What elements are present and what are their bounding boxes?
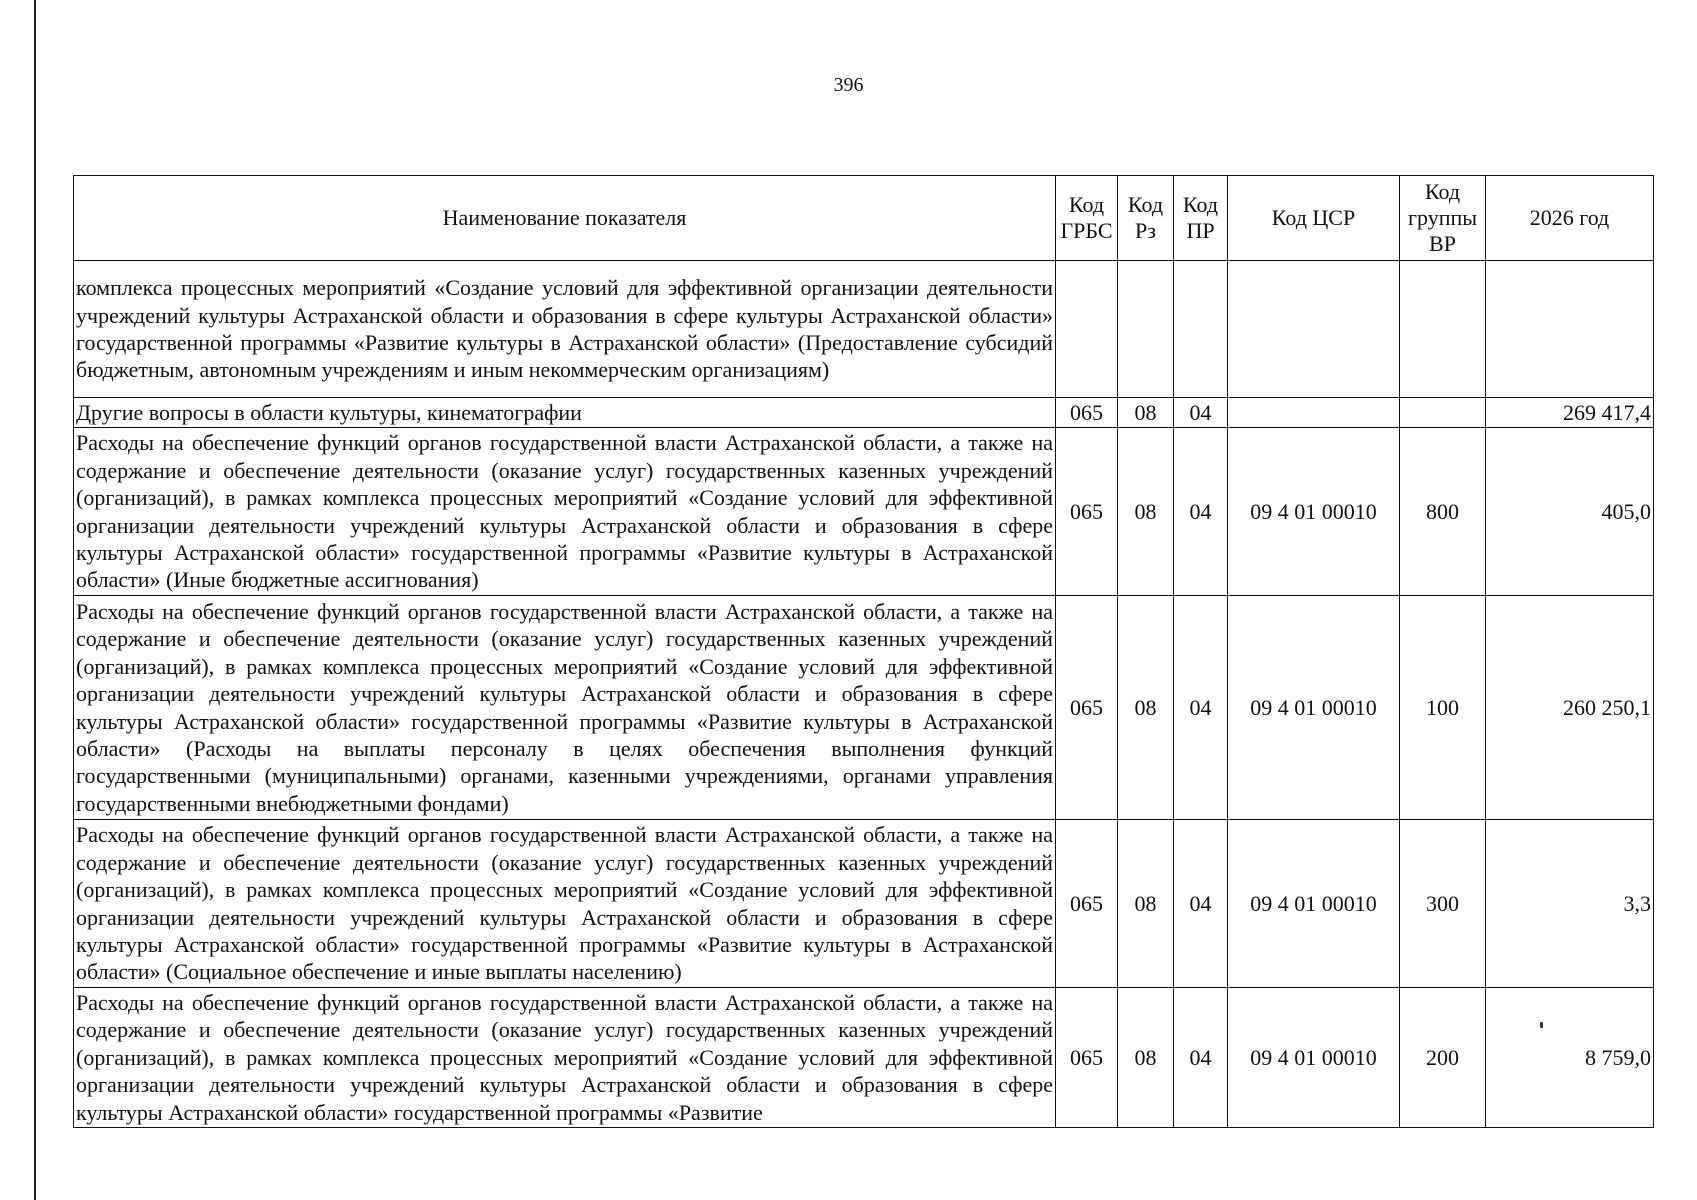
budget-table bbox=[73, 175, 1654, 1128]
row-amount: 8 759,0 bbox=[1486, 988, 1654, 1128]
row-vr bbox=[1400, 398, 1486, 428]
row-vr bbox=[1400, 261, 1486, 398]
row-grbs: 065 bbox=[1056, 398, 1118, 428]
row-name: комплекса процессных мероприятий «Создание условий для эффективной организации деятельности учреждений культуры Астраханской области и образования в сфере культуры Астраханской области» государственной программы «Развитие культуры в Астраханской области» (Предоставление субсидий бюджетным, автономным учреждениям и иным некоммерческим организациям) bbox=[74, 261, 1056, 398]
header-name: Наименование показателя bbox=[74, 176, 1056, 261]
row-csr: 09 4 01 00010 bbox=[1228, 820, 1400, 988]
binding-margin-line bbox=[34, 0, 36, 1200]
row-pr: 04 bbox=[1174, 398, 1228, 428]
header-row bbox=[74, 176, 1654, 261]
header-csr: Код ЦСР bbox=[1228, 176, 1400, 261]
scan-speck bbox=[1540, 1022, 1543, 1028]
table-row bbox=[74, 596, 1654, 820]
table-row bbox=[74, 398, 1654, 428]
table-row bbox=[74, 261, 1654, 398]
row-name: Расходы на обеспечение функций органов государственной власти Астраханской области, а также на содержание и обеспечение деятельности (оказание услуг) государственных казенных учреждений (организаций), в рамках комплекса процессных мероприятий «Создание условий для эффективной организации деятельности учреждений культуры Астраханской области и образования в сфере культуры Астраханской области» государственной программы «Развитие культуры в Астраханской области» (Расходы на выплаты персоналу в целях обеспечения выполнения функций государственными (муниципальными) органами, казенными учреждениями, органами управления государственными внебюджетными фондами) bbox=[74, 596, 1056, 820]
header-pr: Код ПР bbox=[1174, 176, 1228, 261]
row-vr: 200 bbox=[1400, 988, 1486, 1128]
row-name: Расходы на обеспечение функций органов государственной власти Астраханской области, а также на содержание и обеспечение деятельности (оказание услуг) государственных казенных учреждений (организаций), в рамках комплекса процессных мероприятий «Создание условий для эффективной организации деятельности учреждений культуры Астраханской области и образования в сфере культуры Астраханской области» государственной программы «Развитие культуры в Астраханской области» (Социальное обеспечение и иные выплаты населению) bbox=[74, 820, 1056, 988]
row-grbs: 065 bbox=[1056, 988, 1118, 1128]
row-name: Другие вопросы в области культуры, кинематографии bbox=[74, 398, 1056, 428]
row-rz: 08 bbox=[1118, 398, 1174, 428]
header-year: 2026 год bbox=[1486, 176, 1654, 261]
row-pr: 04 bbox=[1174, 428, 1228, 596]
header-rz: Код Рз bbox=[1118, 176, 1174, 261]
row-name: Расходы на обеспечение функций органов государственной власти Астраханской области, а также на содержание и обеспечение деятельности (оказание услуг) государственных казенных учреждений (организаций), в рамках комплекса процессных мероприятий «Создание условий для эффективной организации деятельности учреждений культуры Астраханской области и образования в сфере культуры Астраханской области» государственной программы «Развитие культуры в Астраханской области» (Иные бюджетные ассигнования) bbox=[74, 428, 1056, 596]
row-rz bbox=[1118, 261, 1174, 398]
page-number: 396 bbox=[833, 74, 864, 96]
row-amount: 3,3 bbox=[1486, 820, 1654, 988]
row-csr bbox=[1228, 261, 1400, 398]
row-name: Расходы на обеспечение функций органов государственной власти Астраханской области, а также на содержание и обеспечение деятельности (оказание услуг) государственных казенных учреждений (организаций), в рамках комплекса процессных мероприятий «Создание условий для эффективной организации деятельности учреждений культуры Астраханской области и образования в сфере культуры Астраханской области» государственной программы «Развитие bbox=[74, 988, 1056, 1128]
row-grbs: 065 bbox=[1056, 428, 1118, 596]
row-grbs: 065 bbox=[1056, 596, 1118, 820]
row-pr: 04 bbox=[1174, 820, 1228, 988]
row-rz: 08 bbox=[1118, 820, 1174, 988]
row-csr: 09 4 01 00010 bbox=[1228, 428, 1400, 596]
row-pr: 04 bbox=[1174, 596, 1228, 820]
row-vr: 800 bbox=[1400, 428, 1486, 596]
row-grbs: 065 bbox=[1056, 820, 1118, 988]
table-row bbox=[74, 988, 1654, 1128]
row-vr: 100 bbox=[1400, 596, 1486, 820]
row-amount: 405,0 bbox=[1486, 428, 1654, 596]
row-amount: 260 250,1 bbox=[1486, 596, 1654, 820]
row-csr: 09 4 01 00010 bbox=[1228, 596, 1400, 820]
row-rz: 08 bbox=[1118, 596, 1174, 820]
row-csr bbox=[1228, 398, 1400, 428]
row-rz: 08 bbox=[1118, 428, 1174, 596]
row-rz: 08 bbox=[1118, 988, 1174, 1128]
row-pr: 04 bbox=[1174, 988, 1228, 1128]
table-row bbox=[74, 820, 1654, 988]
row-pr bbox=[1174, 261, 1228, 398]
row-grbs bbox=[1056, 261, 1118, 398]
header-vr: Код группы ВР bbox=[1400, 176, 1486, 261]
row-amount bbox=[1486, 261, 1654, 398]
row-amount: 269 417,4 bbox=[1486, 398, 1654, 428]
row-csr: 09 4 01 00010 bbox=[1228, 988, 1400, 1128]
header-grbs: Код ГРБС bbox=[1056, 176, 1118, 261]
table-row bbox=[74, 428, 1654, 596]
row-vr: 300 bbox=[1400, 820, 1486, 988]
